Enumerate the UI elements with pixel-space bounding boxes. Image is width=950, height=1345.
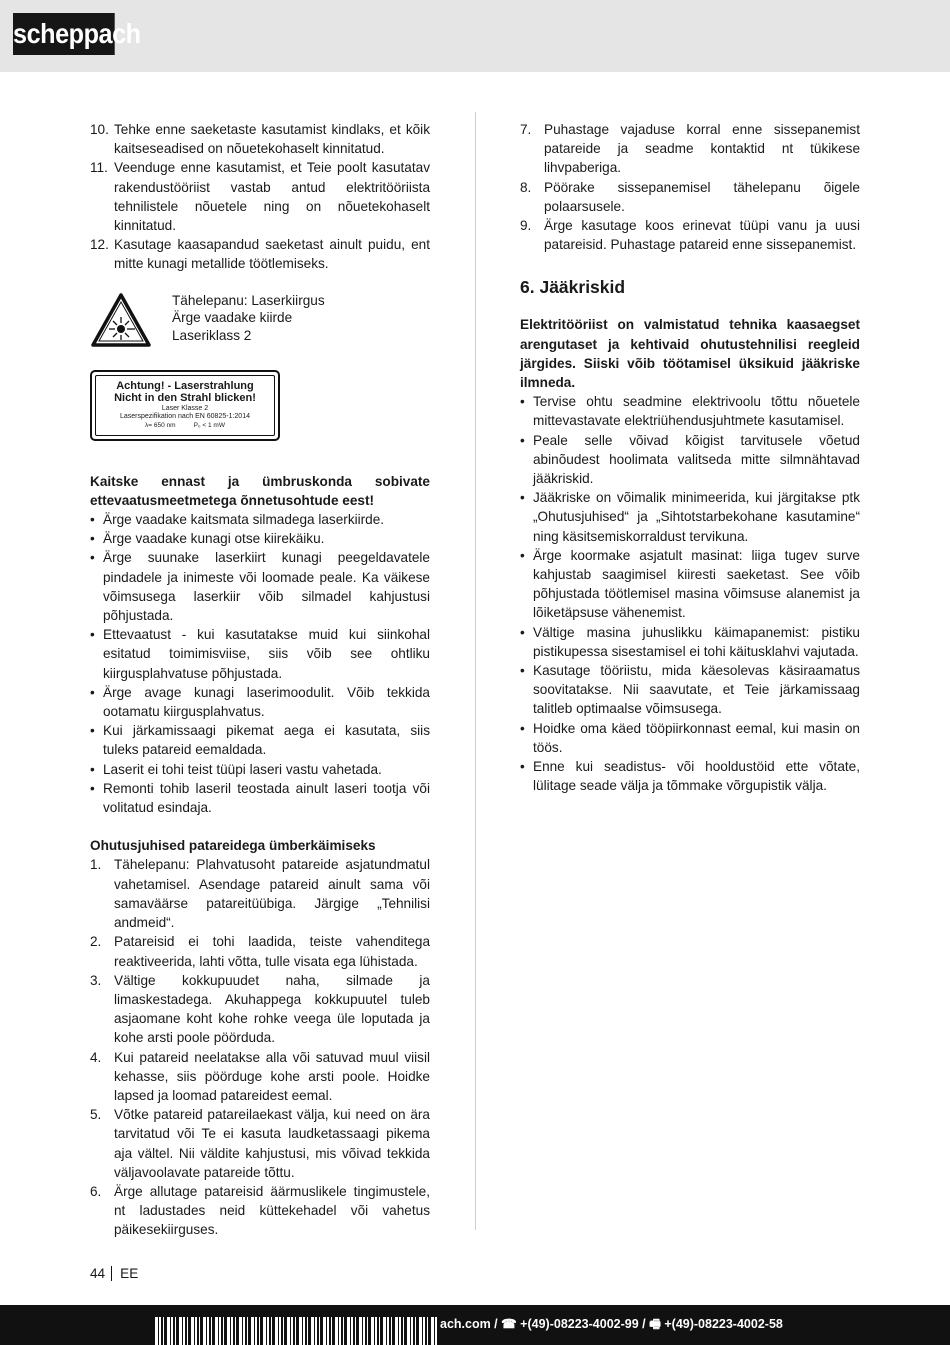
residual-risk-list xyxy=(520,392,860,795)
right-column xyxy=(520,120,860,796)
laser-safety-heading: Kaitske ennast ja ümbruskonda sobivate ettevaatusmeetmetega õnnetusohtude eest! xyxy=(90,473,430,508)
list-item: • Ärge vaadake kaitsmata silmadega laserkiirde. xyxy=(90,512,385,528)
laser-warning-text: Tähelepanu: Laserkiirgus Ärge vaadake kiirde Laseriklass 2 xyxy=(172,292,325,343)
list-item: 11. Veenduge enne kasutamist, et Teie poolt kasutatav rakendustööriist vastab antud elektritööriista tehnilistele nõuetele ning on nõuetekohaselt kinnitatud. xyxy=(90,160,430,234)
list-item: • Tervise ohtu seadmine elektrivoolu tõttu nõuetele mittevastavate elektriühendusjuhtmete kasutamisel. xyxy=(520,394,860,429)
list-item: 4. Kui patareid neelatakse alla või satuvad muul viisil kehasse, siis pöörduge kohe arsti poole. Hoidke lapsed ja loomad patareidest eemal. xyxy=(90,1049,430,1103)
list-item: 7. Puhastage vajaduse korral enne sissepanemist patareide ja seadme kontaktid nt tükikese lihvpaberiga. xyxy=(520,122,860,176)
page-number: 44 xyxy=(90,1266,106,1281)
brand-logo: scheppach xyxy=(13,13,115,55)
page-footer xyxy=(90,1266,138,1281)
list-item: • Ärge vaadake kunagi otse kiirekäiku. xyxy=(90,531,325,547)
residual-risk-intro: Elektritööriist on valmistatud tehnika kaasaegset arengutaset ja kehtivaid ohutustehnilisi reegleid järgides. Siiski võib töötamisel üksikuid jääkriske ilmneda. xyxy=(520,317,860,391)
laser-warning xyxy=(90,292,430,356)
list-item: • Kasutage tööriistu, mida käesolevas käsiraamatus soovitatakse. Nii saavutate, et Teie järkamissaag talitleb optimaalse võimsusega. xyxy=(520,663,860,717)
list-item: • Jääkriske on võimalik minimeerida, kui järgitakse ptk „Ohutusjuhised“ ja „Sihtotstarbekohane kasutamine“ ning käsitsemiskorraldust tervikuna. xyxy=(520,490,860,544)
list-item: 9. Ärge kasutage koos erinevat tüüpi vanu ja uusi patareisid. Puhastage patareid enne sissepanemist. xyxy=(520,218,860,253)
list-item: • Ärge suunake laserkiirt kunagi peegeldavatele pindadele ja inimeste või loomade peale. Ka väikese võimsusega laserkiir võib silmadel kahjustusi põhjustada. xyxy=(90,550,430,624)
battery-numbered-list xyxy=(90,855,430,1239)
battery-numbered-list-continued xyxy=(520,120,860,254)
list-item: • Enne kui seadistus- või hooldustöid ette võtate, lülitage seade välja ja tõmmake võrgupistik välja. xyxy=(520,759,860,794)
list-item: • Ärge avage kunagi laserimoodulit. Võib tekkida ootamatu kiirgusplahvatus. xyxy=(90,684,430,720)
list-item: • Remonti tohib laseril teostada ainult laseri tootja või volitatud esindaja. xyxy=(90,780,430,816)
list-item: • Hoidke oma käed tööpiirkonnast eemal, kui masin on töös. xyxy=(520,720,860,755)
page-header xyxy=(0,0,950,72)
list-item: 10. Tehke enne saeketaste kasutamist kindlaks, et kõik kaitseseadised on nõuetekohaselt kinnitatud. xyxy=(90,122,430,157)
list-item: 3. Vältige kokkupuudet naha, silmade ja limaskestadega. Akuhappega kokkupuutel tuleb asjaomane koht kohe rohke veega üle loputada ja kohe arsti poole pöörduda. xyxy=(90,972,430,1046)
laser-class-label: Achtung! - Laserstrahlung Nicht in den Strahl blicken! Laser Klasse 2 Laserspezifikation nach EN 60825-1:2014 λ= 650 nm P₀ < 1 mW xyxy=(90,370,280,441)
barcode xyxy=(155,1317,437,1345)
contact-info: ach.com / ☎ +(49)-08223-4002-99 / 🖷 +(49)-08223-4002-58 xyxy=(440,1317,783,1331)
laser-warning-icon xyxy=(90,292,172,356)
list-item: 12. Kasutage kaasapandud saeketast ainult puidu, ent mitte kunagi metallide töötlemiseks. xyxy=(90,237,430,272)
list-item: • Ärge koormake asjatult masinat: liiga tugev surve kahjustab saagimisel kiiresti saeketast. See võib põhjustada töötlemisel masina võimsuse alanemist ja lõiketäpsuse vähenemist. xyxy=(520,547,860,621)
list-item: • Kui järkamissaagi pikemat aega ei kasutata, siis tuleks patareid eemaldada. xyxy=(90,723,430,758)
list-item: 6. Ärge allutage patareisid äärmuslikele tingimustele, nt ladustades neid küttekehadel või vahetus päikesekiirguses. xyxy=(90,1183,430,1238)
numbered-list-saw xyxy=(90,120,430,274)
list-item: 2. Patareisid ei tohi laadida, teiste vahenditega reaktiveerida, lahti võtta, tulle visata ega lühistada. xyxy=(90,934,430,969)
list-item: • Peale selle võivad kõigist tarvitusele võetud abinõudest hoolimata valitseda mitte silmnähtavad jääkriskid. xyxy=(520,432,860,487)
section-title: 6. Jääkriskid xyxy=(520,277,626,298)
left-column xyxy=(90,120,430,1240)
list-item: 5. Võtke patareid patareilaekast välja, kui need on ära tarvitatud või Te ei kasuta laudketassaagi pikema aja vältel. Nii väldite kahjustusi, mis võivad tekkida väljavoolavate patareide tõttu. xyxy=(90,1107,430,1180)
footer-separator xyxy=(111,1266,112,1281)
list-item: 8. Pöörake sissepanemisel tähelepanu õigele polaarsusele. xyxy=(520,179,860,214)
laser-bullet-list xyxy=(90,510,430,817)
language-code: EE xyxy=(120,1266,139,1281)
battery-safety-heading: Ohutusjuhised patareidega ümberkäimiseks xyxy=(90,838,376,854)
list-item: • Ettevaatust - kui kasutatakse muid kui siinkohal esitatud toimimisviise, siis võib see ohtliku kiirgusplahvatuse põhjustada. xyxy=(90,627,430,681)
list-item: 1. Tähelepanu: Plahvatusoht patareide asjatundmatul vahetamisel. Asendage patareid ainult sama või samaväärse patareitüübiga. Järgige „Tehnilisi andmeid“. xyxy=(90,857,430,931)
list-item: • Vältige masina juhuslikku käimapanemist: pistiku pistikupessa sisestamisel ei tohi käitusklahvi vajutada. xyxy=(520,624,860,659)
list-item: • Laserit ei tohi teist tüüpi laseri vastu vahetada. xyxy=(90,761,382,777)
column-divider xyxy=(475,112,476,1230)
